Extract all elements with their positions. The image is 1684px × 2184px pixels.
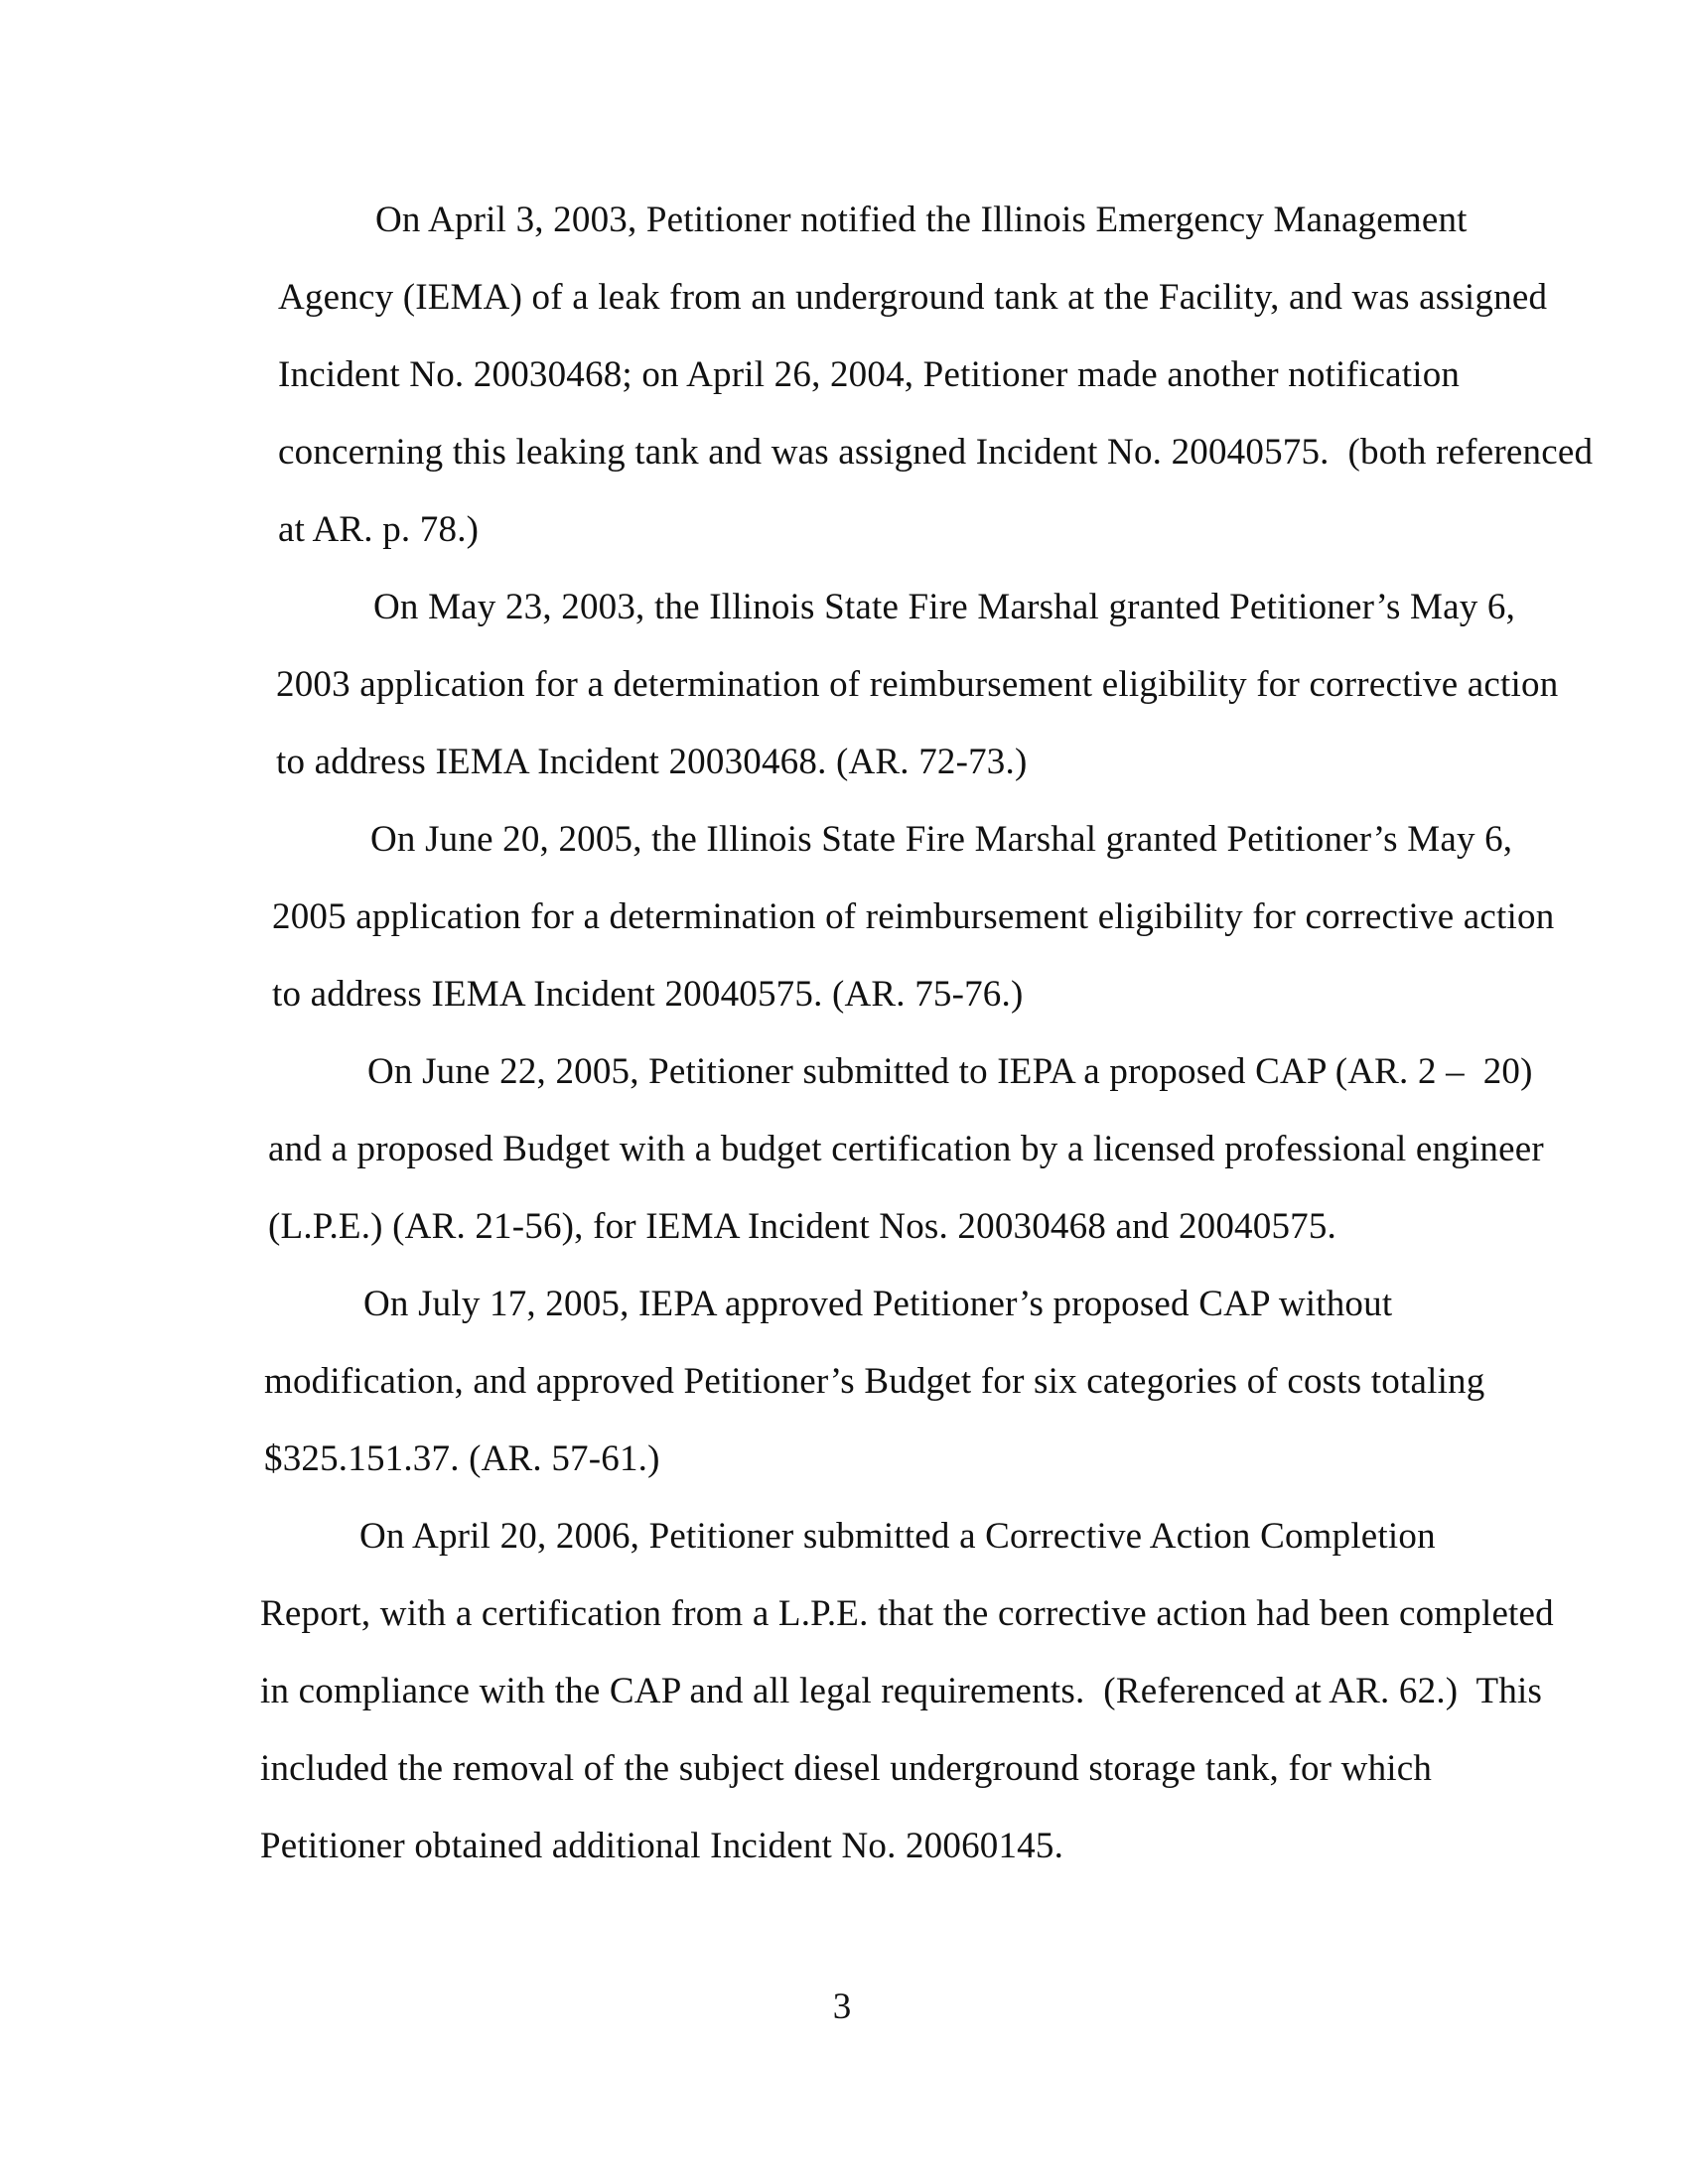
paragraph-1-line-1: On April 3, 2003, Petitioner notified the Illinois Emergency Management [375, 200, 1468, 240]
paragraph-6-line-1: On April 20, 2006, Petitioner submitted a Corrective Action Completion [359, 1516, 1436, 1557]
paragraph-3-line-3: to address IEMA Incident 20040575. (AR. 75-76.) [272, 974, 1024, 1015]
paragraph-4-line-1: On June 22, 2005, Petitioner submitted to IEPA a proposed CAP (AR. 2 – 20) [367, 1051, 1533, 1092]
page-number: 3 [832, 1986, 852, 2027]
paragraph-5-line-2: modification, and approved Petitioner’s Budget for six categories of costs totaling [264, 1361, 1485, 1402]
paragraph-3-line-1: On June 20, 2005, the Illinois State Fire Marshal granted Petitioner’s May 6, [370, 819, 1513, 860]
paragraph-1-line-5: at AR. p. 78.) [278, 509, 480, 550]
paragraph-6-line-5: Petitioner obtained additional Incident No. 20060145. [260, 1826, 1064, 1866]
paragraph-5-line-3: $325.151.37. (AR. 57-61.) [264, 1438, 660, 1479]
paragraph-4-line-3: (L.P.E.) (AR. 21-56), for IEMA Incident Nos. 20030468 and 20040575. [268, 1206, 1336, 1247]
paragraph-6-line-4: included the removal of the subject diesel underground storage tank, for which [260, 1748, 1433, 1789]
paragraph-2-line-3: to address IEMA Incident 20030468. (AR. 72-73.) [276, 742, 1028, 782]
paragraph-4-line-2: and a proposed Budget with a budget certification by a licensed professional engineer [268, 1129, 1544, 1169]
paragraph-5-line-1: On July 17, 2005, IEPA approved Petitioner’s proposed CAP without [363, 1284, 1393, 1324]
paragraph-1-line-2: Agency (IEMA) of a leak from an underground tank at the Facility, and was assigned [278, 277, 1548, 318]
paragraph-6-line-3: in compliance with the CAP and all legal requirements. (Referenced at AR. 62.) This [260, 1671, 1543, 1711]
paragraph-2-line-2: 2003 application for a determination of reimbursement eligibility for corrective action [276, 664, 1559, 705]
paragraph-1-line-3: Incident No. 20030468; on April 26, 2004, Petitioner made another notification [278, 354, 1461, 395]
paragraph-1-line-4: concerning this leaking tank and was assigned Incident No. 20040575. (both referenced [278, 432, 1594, 473]
paragraph-3-line-2: 2005 application for a determination of reimbursement eligibility for corrective action [272, 896, 1555, 937]
paragraph-6-line-2: Report, with a certification from a L.P.E. that the corrective action had been completed [260, 1593, 1554, 1634]
paragraph-2-line-1: On May 23, 2003, the Illinois State Fire Marshal granted Petitioner’s May 6, [373, 587, 1516, 627]
